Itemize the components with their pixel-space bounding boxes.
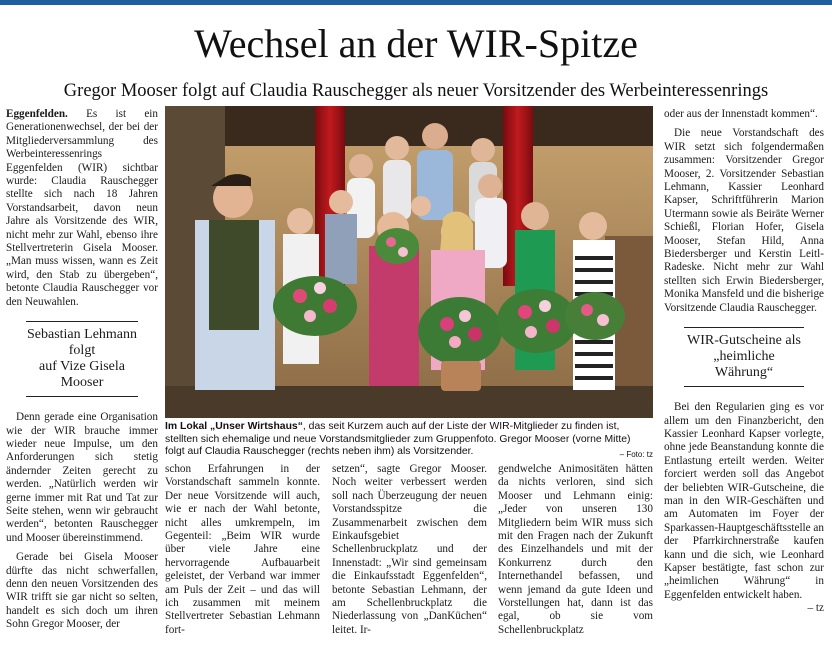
article-column-1 xyxy=(6,108,158,656)
paragraph: Die neue Vorstandschaft des WIR setzt sich folgendermaßen zusammen: Vorsitzender Gregor Mooser, 2. Vorsitzender Sebastian Lehmann, Kassier Leonhard Kapser, Schriftführerin Marion Utermann sowie als Beiräte Werner Schießl, Florian Hofer, Gisela Mooser, Stefan Hild, Anna Biedersberger und Kerstin Leitl-Radeske. Nicht mehr zur Wahl stellten sich Erwin Biedersberger, Monika Mansfeld und die bisherige Vorsitzende Claudia Rauschegger. xyxy=(664,127,824,314)
article-column-4 xyxy=(498,463,653,656)
photo-caption xyxy=(165,421,653,462)
top-accent-bar xyxy=(0,0,832,5)
paragraph: setzen“, sagte Gregor Mooser. Noch weiter verbessert werden soll nach Überzeugung der neuen Vorstandsspitze die Zusammenarbeit zwischen dem Einkaufsgebiet Schellenbruckplatz und der Innenstadt: „Wir sind gemeinsam die Einkaufsstadt Eggenfelden“, betonte Sebastian Lehmann, der am Schellenbruckplatz die Niederlassung von „DanKüchen“ leitet. Ir- xyxy=(332,463,487,636)
group-photo xyxy=(165,106,653,418)
paragraph: Denn gerade eine Organisation wie der WIR brauche immer wieder neue Impulse, um den Anforderungen sich stetig ändernder Zeiten gerecht zu werden. „Natürlich werden wir gerne immer mit Rat und Tat zur Seite stehen, wenn wir gebraucht werden“, betonten Rauschegger und Mooser übereinstimmend. xyxy=(6,411,158,544)
dateline: Eggenfelden. xyxy=(6,108,68,120)
paragraph: oder aus der Innenstadt kommen“. xyxy=(664,108,818,120)
caption-bold: Im Lokal „Unser Wirtshaus“ xyxy=(165,421,303,432)
article-column-5 xyxy=(664,108,824,656)
subhead-lehmann-line2: auf Vize Gisela Mooser xyxy=(39,359,125,391)
paragraph: schon Erfahrungen in der Vorstandschaft sammeln konnte. Der neue Vorsitzende will auch, wie er nach der Wahl betonte, nicht alles umkrempeln, im Gegenteil: „Beim WIR wurde über viele Jahre eine hervorragende Aufbauarbeit geleistet, der Verband war immer am Puls der Zeit – und das will ich zusammen mit meinem Stellvertreter Sebastian Lehmann fort- xyxy=(165,463,320,636)
paragraph: gendwelche Animositäten hätten da nichts verloren, sind sich Mooser und Lehmann einig: „Jeder von unseren 130 Mitgliedern beim WIR muss sich mit den Fragen nach der Zukunft des Einzelhandels und mit der Konkurrenz durch den Internethandel befassen, und wenn jemand da gute Ideen und Vorstellungen hat, dann ist das egal, ob sie vom Schellenbruckplatz xyxy=(498,463,653,636)
lead-text: Es ist ein Generationenwechsel, der bei der Mitgliederversammlung des Werbeinteressenrings Eggenfelden (WIR) sichtbar wurde: Claudia Rauschegger stellte sich nach 18 Jahren Vorstandsarbeit, davon neun Jahre als Vorsitzende des WIR, nicht mehr zur Wahl, ebenso ihre Stellvertreterin Gisela Mooser. „Man muss wissen, wann es Zeit wird, den Stab zu übergeben“, betonte Claudia Rauschegger vor den Neuwahlen. xyxy=(6,108,158,308)
caption-text: , das seit Kurzem auch auf der Liste der WIR-Mitglieder zu finden ist, stellten sich ehemalige und neue Vorstandsmitglieder zum Gruppenfoto. Gregor Mooser (vorne Mitte) folgt auf Claudia Rauschegger (rechts neben ihm) als Vorsitzender. xyxy=(165,421,631,458)
photo-credit: – Foto: tz xyxy=(619,450,653,460)
subhead-gutscheine-line1: WIR-Gutscheine als xyxy=(687,333,801,349)
subhead-gutscheine-line2: „heimliche Währung“ xyxy=(713,349,775,381)
paragraph-text: Bei den Regularien ging es vor allem um den Finanzbericht, den Kassier Leonhard Kapser vorlegte, ohne jede Beanstandung konnte die Entlastung erteilt werden. Weiter forciert werden soll das Angebot der beliebten WIR-Gutscheine, die man in den WIR-Geschäften und am Automaten im Foyer der Sparkassen-Hauptgeschäftsstelle an der Pfarrkirchnerstraße kaufen kann und die sich, wie Leonhard Kapser bestätigte, fast schon zur „heimlichen Währung“ in Eggenfelden entwickelt haben. xyxy=(664,401,824,601)
subheadline: Gregor Mooser folgt auf Claudia Rauschegger als neuer Vorsitzender des Werbeinteressenrings xyxy=(63,81,769,101)
paragraph: Gerade bei Gisela Mooser dürfte das nicht schwerfallen, denn den neuen Vorsitzenden des WIR trifft sie gar nicht so selten, handelt es sich doch um ihren Sohn Gregor Mooser, der xyxy=(6,551,158,631)
paragraph xyxy=(664,401,824,615)
article-column-3 xyxy=(332,463,487,656)
lead-paragraph xyxy=(6,108,158,309)
article-column-2 xyxy=(165,463,320,656)
subhead-lehmann xyxy=(26,321,138,397)
headline: Wechsel an der WIR-Spitze xyxy=(194,21,638,66)
subhead-lehmann-line1: Sebastian Lehmann folgt xyxy=(26,327,138,359)
subhead-gutscheine xyxy=(684,327,804,387)
author-signoff: – tz xyxy=(807,602,824,615)
